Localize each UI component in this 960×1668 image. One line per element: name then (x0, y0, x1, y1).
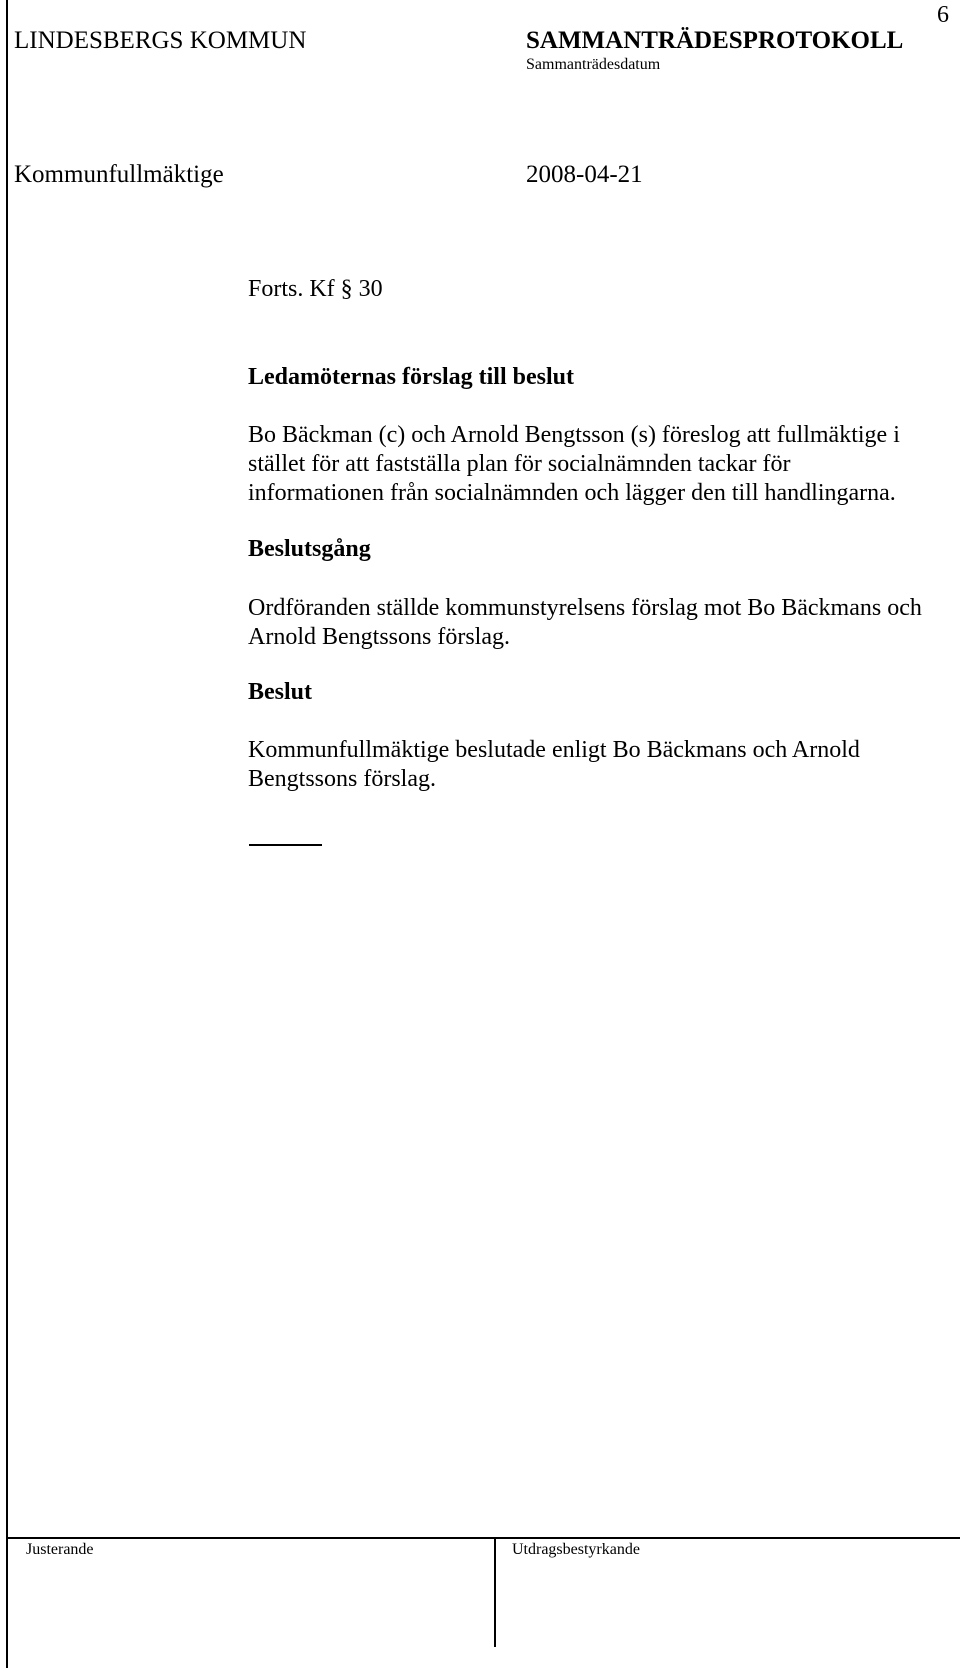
meeting-date-label: Sammanträdesdatum (526, 56, 661, 73)
paragraph-line: Arnold Bengtssons förslag. (248, 624, 510, 650)
footer-divider-line (6, 1537, 960, 1539)
continuation-heading: Forts. Kf § 30 (248, 276, 383, 302)
section-end-rule (249, 844, 322, 846)
heading-procedure: Beslutsgång (248, 536, 371, 562)
paragraph-line: stället för att fastställa plan för socialnämnden tackar för (248, 451, 791, 477)
paragraph-line: Ordföranden ställde kommunstyrelsens förslag mot Bo Bäckmans och (248, 595, 922, 621)
paragraph-line: Kommunfullmäktige beslutade enligt Bo Bäckmans och Arnold (248, 737, 860, 763)
paragraph-line: Bo Bäckman (c) och Arnold Bengtsson (s) föreslog att fullmäktige i (248, 422, 900, 448)
footer-adjuster-label: Justerande (26, 1541, 94, 1558)
footer-column-divider (494, 1537, 496, 1647)
paragraph-line: informationen från socialnämnden och lägger den till handlingarna. (248, 480, 896, 506)
footer-certification-label: Utdragsbestyrkande (512, 1541, 640, 1558)
page-frame-left-line (6, 0, 8, 1668)
heading-proposals: Ledamöternas förslag till beslut (248, 364, 574, 390)
page-number: 6 (937, 2, 949, 28)
body-name: Kommunfullmäktige (14, 161, 224, 188)
procedure-paragraph (248, 594, 922, 652)
document-type: SAMMANTRÄDESPROTOKOLL (526, 27, 904, 54)
proposal-paragraph (248, 421, 948, 508)
heading-decision: Beslut (248, 679, 313, 705)
paragraph-line: Bengtssons förslag. (248, 766, 436, 792)
municipality-name: LINDESBERGS KOMMUN (14, 27, 307, 54)
decision-paragraph (248, 736, 860, 794)
meeting-date: 2008-04-21 (526, 161, 643, 188)
